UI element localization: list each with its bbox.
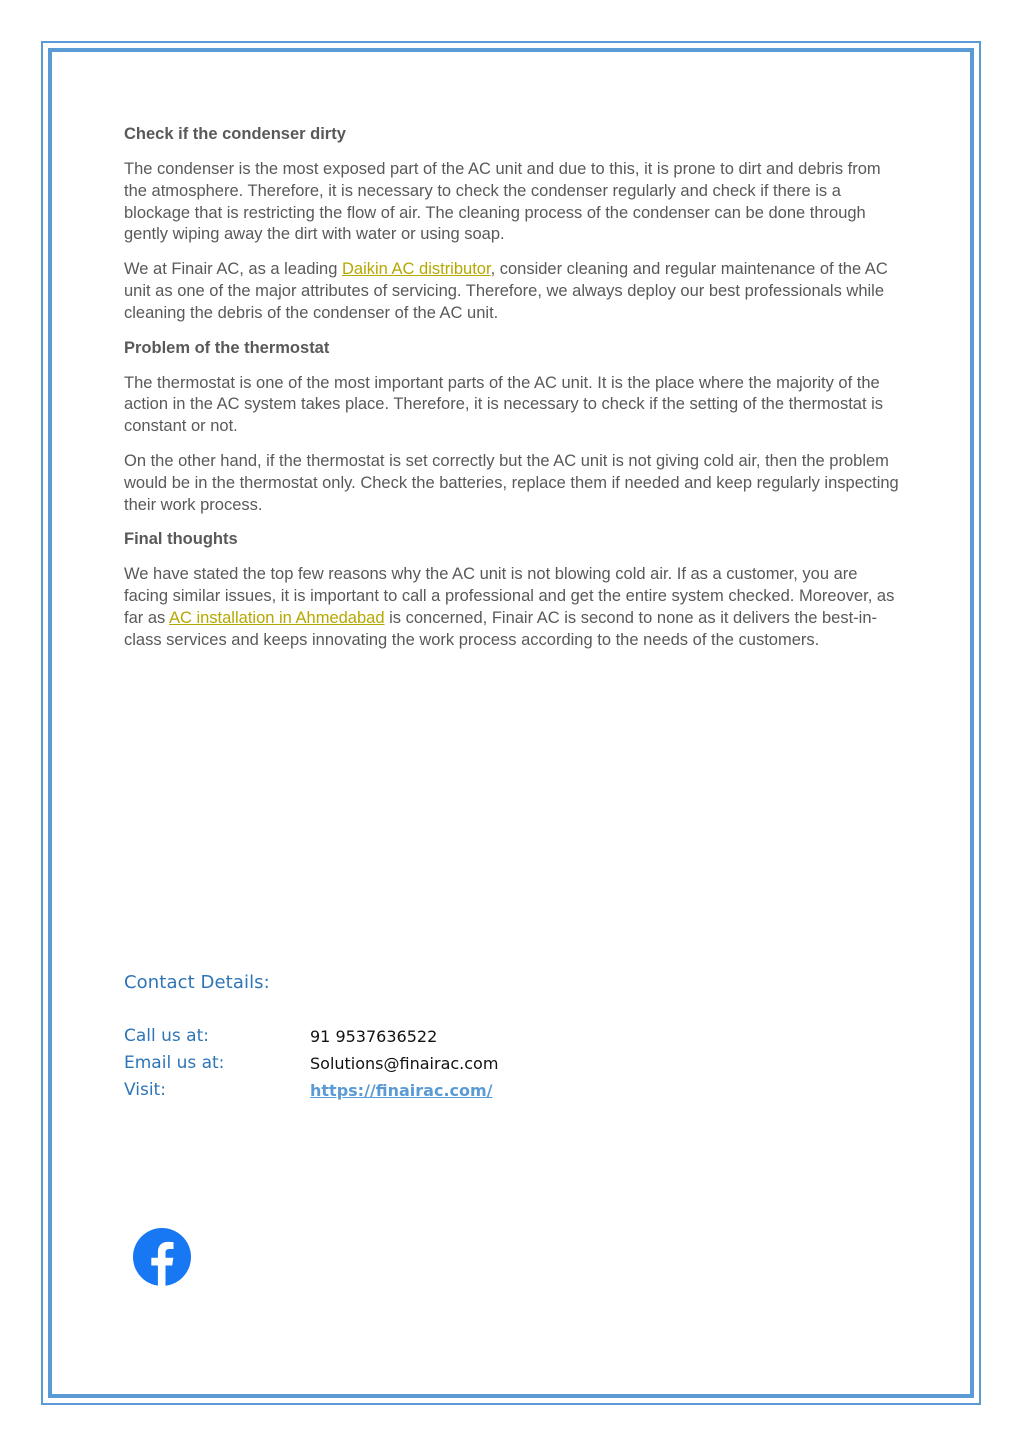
phone-number: 91 9537636522: [310, 1027, 438, 1046]
section-heading: Problem of the thermostat: [124, 338, 330, 357]
email-label: Email us at:: [124, 1053, 225, 1073]
call-label: Call us at:: [124, 1026, 209, 1046]
section-heading: Check if the condenser dirty: [124, 125, 346, 143]
facebook-icon[interactable]: [133, 1228, 191, 1286]
website-link[interactable]: https://finairac.com/: [310, 1081, 493, 1100]
section-heading: Final thoughts: [124, 530, 238, 549]
email-address: Solutions@finairac.com: [310, 1054, 499, 1073]
contact-row-call: [124, 1023, 498, 1050]
paragraph: The thermostat is one of the most important parts of the AC unit. It is the place where the majority of the action in the AC system takes place. Therefore, it is necessary to check if the setting of the thermostat is constant or not.: [124, 373, 884, 436]
contact-row-email: [124, 1050, 498, 1077]
paragraph: On the other hand, if the thermostat is set correctly but the AC unit is not giving cold air, then the problem would be in the thermostat only. Check the batteries, replace them if needed and keep regularly inspecting their work process.: [124, 451, 899, 514]
ac-installation-link[interactable]: AC installation in Ahmedabad: [168, 608, 385, 627]
contact-row-visit: [124, 1077, 498, 1104]
daikin-distributor-link[interactable]: Daikin AC distributor: [341, 260, 491, 279]
paragraph: The condenser is the most exposed part of the AC unit and due to this, it is prone to dirt and debris from the atmosphere. Therefore, it is necessary to check the condenser regularly and check if there is a blockage that is restricting the flow of air. The cleaning process of the condenser can be done through gently wiping away the dirt with water or using soap.: [124, 160, 881, 244]
paragraph: We have stated the top few reasons why the AC unit is not blowing cold air. If as a customer, you are facing similar issues, it is important to call a professional and get the entire system checked. Moreover, as far as AC installation in Ahmedabad is concerned, Finair AC is second to none as it delivers the best-in-class services and keeps innovating the work process according to the needs of the customers.: [124, 565, 895, 649]
contact-title: Contact Details:: [124, 972, 270, 993]
visit-label: Visit:: [124, 1080, 166, 1100]
article-body: [124, 124, 904, 665]
paragraph: We at Finair AC, as a leading Daikin AC distributor, consider cleaning and regular maintenance of the AC unit as one of the major attributes of servicing. Therefore, we always deploy our best professionals while cleaning the debris of the condenser of the AC unit.: [124, 260, 888, 322]
contact-details: [124, 970, 498, 1104]
